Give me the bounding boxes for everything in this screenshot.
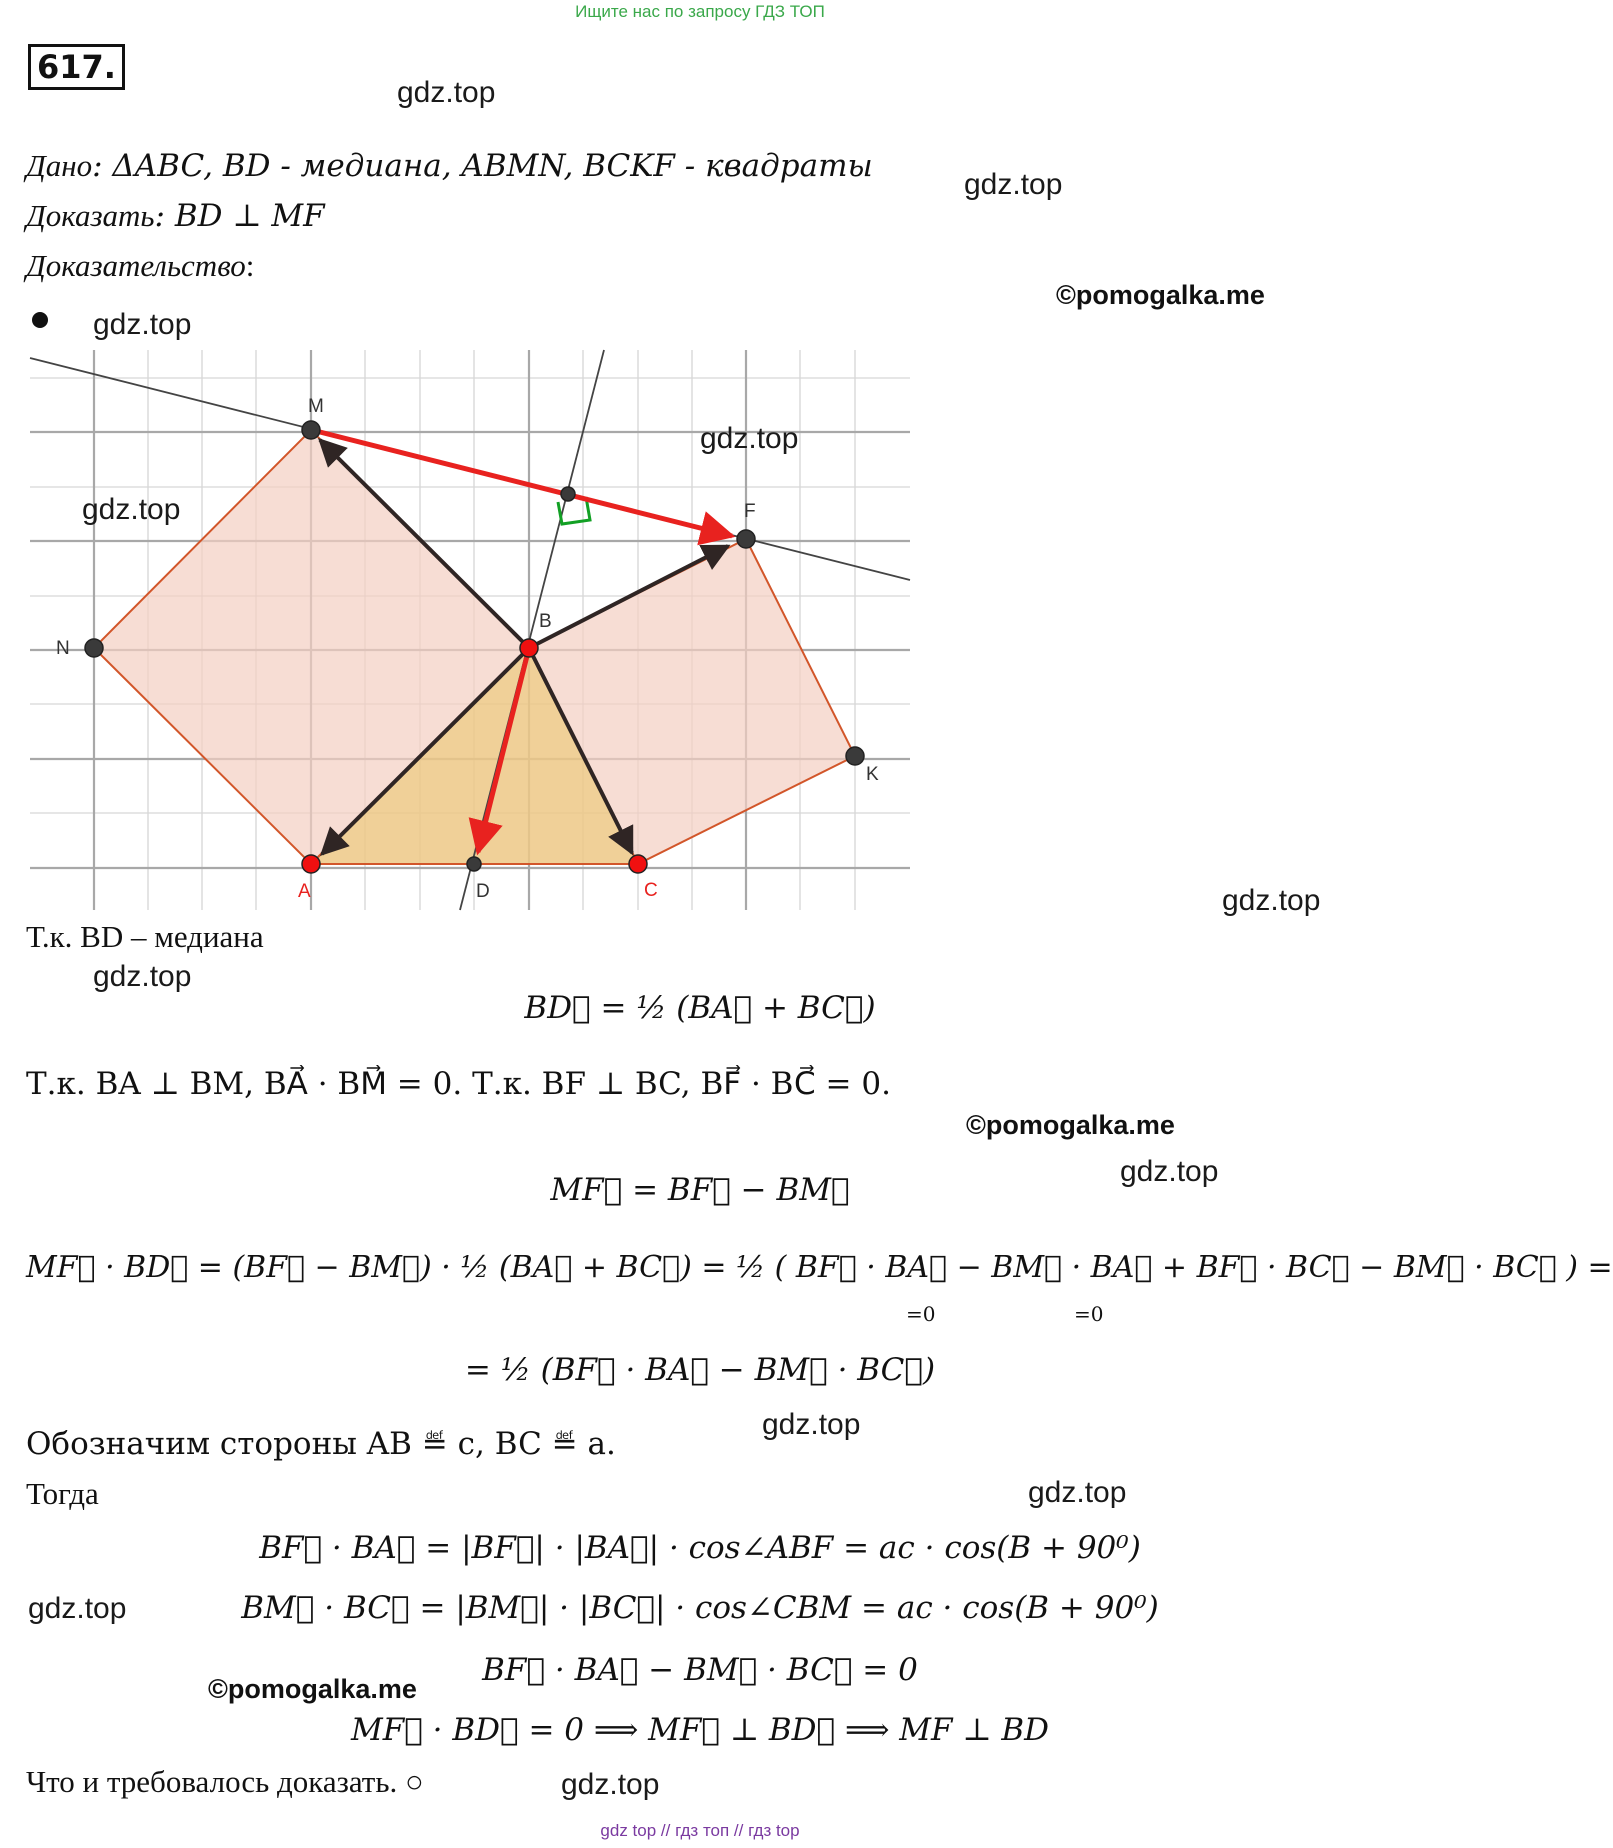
point-intersection (561, 487, 575, 501)
point-m (302, 421, 320, 439)
problem-number: 617. (28, 44, 125, 90)
watermark-gdz: gdz.top (700, 422, 799, 455)
footer-links[interactable]: gdz top // гдз топ // гдз top (600, 1821, 800, 1840)
point-a (302, 855, 320, 873)
qed-line: Что и требовалось доказать. ○ (26, 1764, 424, 1799)
watermark-gdz: gdz.top (1120, 1155, 1219, 1188)
proof-label: Доказательство (26, 248, 246, 283)
zero-label-2: =0 (1074, 1302, 1104, 1326)
watermark-pomogalka: ©pomogalka.me (966, 1110, 1175, 1140)
point-c (629, 855, 647, 873)
proof-label-colon: : (245, 248, 255, 283)
equation-final: MF⃗ · BD⃗ = 0 ⟹ MF⃗ ⊥ BD⃗ ⟹ MF ⊥ BD (350, 1712, 1050, 1748)
perpendicular-line: Т.к. BA ⊥ BM, BA⃗ · BM⃗ = 0. Т.к. BF ⊥ BC, BF⃗ · BC⃗ = 0. (26, 1066, 891, 1102)
watermark-gdz: gdz.top (28, 1592, 127, 1625)
label-n: N (56, 638, 70, 659)
given-line (26, 148, 873, 184)
top-banner: Ищите нас по запросу ГДЗ ТОП (575, 2, 825, 21)
prove-label: Доказать (26, 198, 155, 233)
then-line: Тогда (26, 1476, 99, 1511)
given-body: : ΔABC, BD - медиана, ABMN, BCKF - квадраты (92, 148, 873, 184)
bullet (32, 312, 48, 328)
watermark-pomogalka: ©pomogalka.me (208, 1674, 417, 1704)
proof-label-line (26, 248, 254, 284)
watermark-gdz: gdz.top (1028, 1476, 1127, 1509)
point-d (467, 857, 481, 871)
label-a: A (298, 881, 311, 902)
label-f: F (744, 501, 756, 522)
equation-cos-1: BF⃗ · BA⃗ = |BF⃗| · |BA⃗| · cos∠ABF = ac · cos(B + 90⁰) (259, 1530, 1141, 1566)
equation-cos-2: BM⃗ · BC⃗ = |BM⃗| · |BC⃗| · cos∠CBM = ac · cos(B + 90⁰) (241, 1590, 1159, 1626)
equation-mf: MF⃗ = BF⃗ − BM⃗ (550, 1172, 850, 1208)
watermark-gdz: gdz.top (397, 76, 496, 109)
point-n (85, 639, 103, 657)
zero-label-1: =0 (906, 1302, 936, 1326)
point-b (520, 639, 538, 657)
equation-short: = ½ (BF⃗ · BA⃗ − BM⃗ · BC⃗) (464, 1352, 936, 1388)
label-d: D (476, 881, 490, 902)
watermark-pomogalka: ©pomogalka.me (1056, 280, 1265, 310)
watermark-gdz: gdz.top (964, 168, 1063, 201)
watermark-gdz: gdz.top (762, 1408, 861, 1441)
point-k (846, 747, 864, 765)
equation-bd: BD⃗ = ½ (BA⃗ + BC⃗) (524, 990, 876, 1026)
point-f (737, 530, 755, 548)
label-m: M (308, 396, 324, 417)
label-b: B (539, 611, 552, 632)
watermark-gdz: gdz.top (1222, 884, 1321, 917)
watermark-gdz: gdz.top (93, 308, 192, 341)
given-label: Дано (26, 148, 93, 183)
median-note: Т.к. BD – медиана (26, 919, 264, 954)
label-c: C (644, 880, 658, 901)
watermark-gdz: gdz.top (93, 960, 192, 993)
prove-body: : BD ⊥ MF (154, 198, 325, 234)
prove-line (26, 198, 325, 234)
equation-long: MF⃗ · BD⃗ = (BF⃗ − BM⃗) · ½ (BA⃗ + BC⃗) = ½ ( BF⃗ · BA⃗ − BM⃗ · BA⃗ + BF⃗ · BC⃗ − BM⃗ · BC⃗ ) = (26, 1250, 1613, 1285)
notation-line: Обозначим стороны AB ≝ c, BC ≝ a. (26, 1426, 616, 1462)
equation-diff: BF⃗ · BA⃗ − BM⃗ · BC⃗ = 0 (482, 1652, 918, 1688)
watermark-gdz: gdz.top (82, 493, 181, 526)
label-k: K (866, 764, 879, 785)
watermark-gdz: gdz.top (561, 1768, 660, 1801)
